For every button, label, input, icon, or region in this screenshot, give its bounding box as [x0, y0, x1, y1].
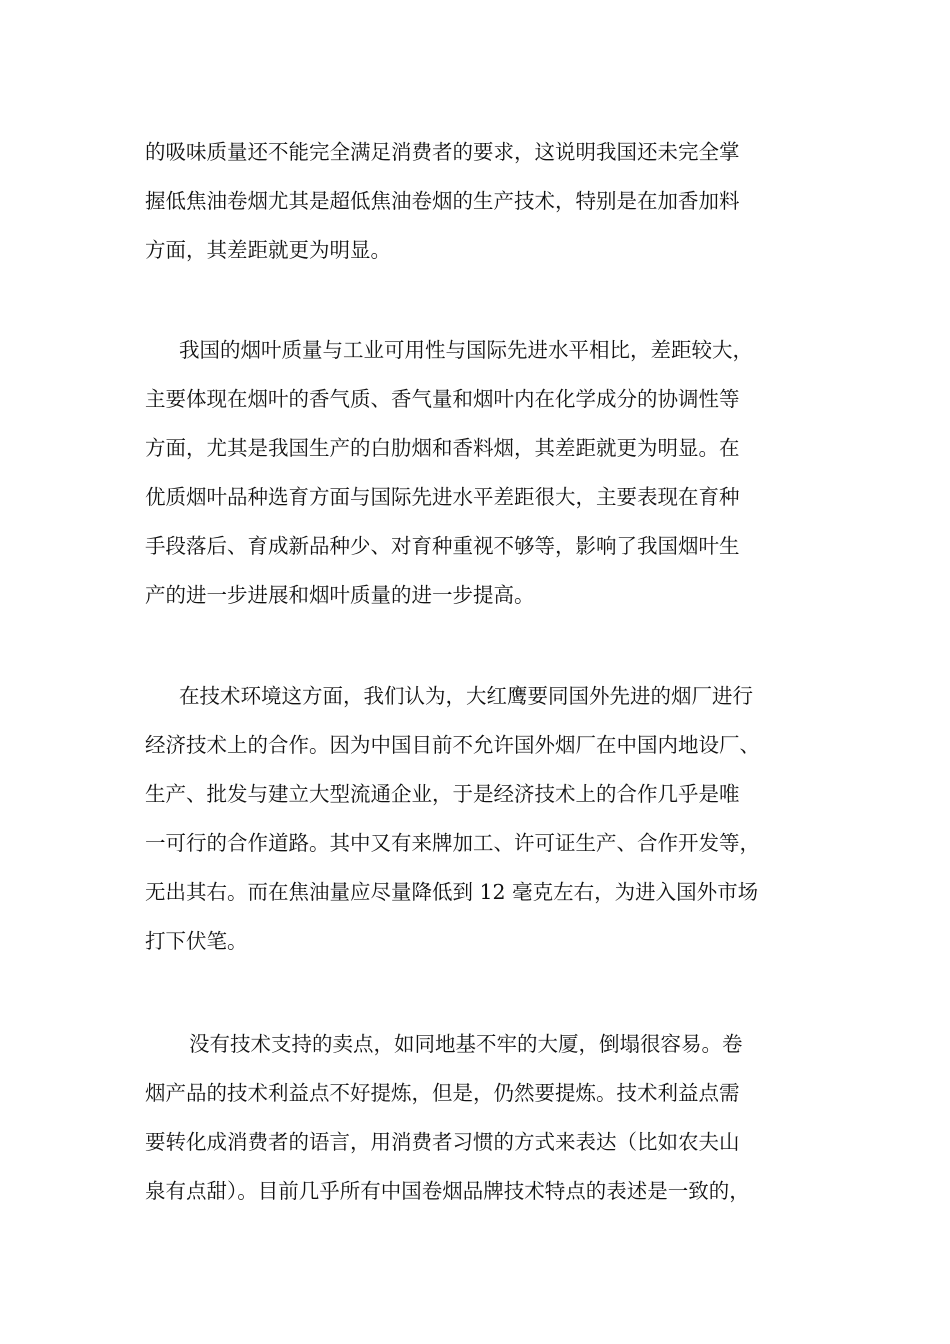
- text-line: 打下伏笔。: [145, 929, 248, 953]
- text-line: 生产、批发与建立大型流通企业，于是经济技术上的合作几乎是唯: [145, 782, 740, 806]
- paragraph-3: [145, 672, 815, 966]
- text-line: 的吸味质量还不能完全满足消费者的要求，这说明我国还未完全掌: [145, 140, 740, 164]
- text-line: 一可行的合作道路。其中又有来牌加工、许可证生产、合作开发等，: [145, 831, 760, 855]
- text-line: 经济技术上的合作。因为中国目前不允许国外烟厂在中国内地设厂、: [145, 733, 760, 757]
- text-line: 要转化成消费者的语言，用消费者习惯的方式来表达（比如农夫山: [145, 1130, 740, 1154]
- text-line: 手段落后、育成新品种少、对育种重视不够等，影响了我国烟叶生: [145, 534, 740, 558]
- text-line: 方面，其差距就更为明显。: [145, 238, 391, 262]
- text-line: 没有技术支持的卖点，如同地基不牢的大厦，倒塌很容易。卷: [189, 1032, 743, 1056]
- text-line: 烟产品的技术利益点不好提炼，但是，仍然要提炼。技术利益点需: [145, 1081, 740, 1105]
- text-line: 握低焦油卷烟尤其是超低焦油卷烟的生产技术，特别是在加香加料: [145, 189, 740, 213]
- text-line: 我国的烟叶质量与工业可用性与国际先进水平相比，差距较大，: [179, 338, 753, 362]
- text-line: 泉有点甜）。目前几乎所有中国卷烟品牌技术特点的表述是一致的，: [145, 1179, 750, 1203]
- paragraph-2: [145, 326, 815, 620]
- text-line: 无出其右。而在焦油量应尽量降低到 12 毫克左右，为进入国外市场: [145, 880, 759, 904]
- text-line: 主要体现在烟叶的香气质、香气量和烟叶内在化学成分的协调性等: [145, 387, 740, 411]
- text-line: 在技术环境这方面，我们认为，大红鹰要同国外先进的烟厂进行: [179, 684, 753, 708]
- paragraph-1: [145, 128, 815, 275]
- paragraph-4: [145, 1020, 815, 1216]
- text-line: 产的进一步进展和烟叶质量的进一步提高。: [145, 583, 535, 607]
- text-line: 方面，尤其是我国生产的白肋烟和香料烟，其差距就更为明显。在: [145, 436, 740, 460]
- text-line: 优质烟叶品种选育方面与国际先进水平差距很大，主要表现在育种: [145, 485, 740, 509]
